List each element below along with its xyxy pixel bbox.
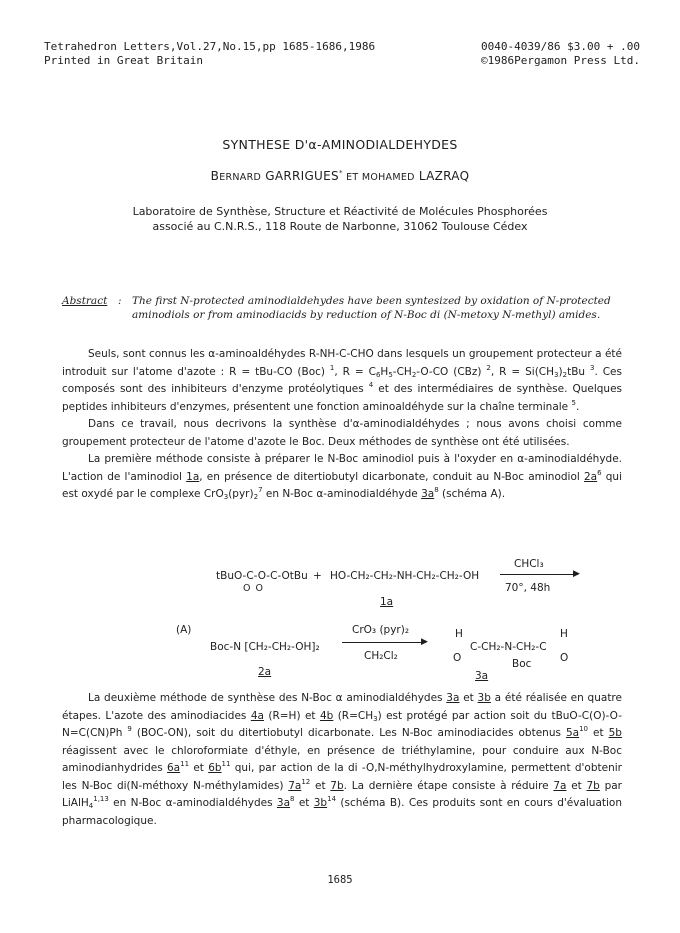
scheme-label-2a: 2a [258, 666, 272, 678]
abstract-text: The first N-protected aminodialdehydes have been syntesized by oxidation of N-protected aminodiols or from aminodiacids by reduction of N-Boc di (N-metoxy N-methyl) amides. [132, 295, 611, 321]
publisher-copyright: ©1986Pergamon Press Ltd. [481, 54, 640, 67]
scheme-label-1a: 1a [380, 596, 394, 608]
paragraph-2: Dans ce travail, nous decrivons la synthèse d'α-aminodialdéhydes ; nous avons choisi comme groupement protecteur de l'atome d'azote le Boc. Deux méthodes de synthèse ont été utilisées. [62, 418, 622, 448]
issn-price: 0040-4039/86 $3.00 + .00 [481, 40, 640, 53]
scheme-oxidant: CrO₃ (pyr)₂ [352, 624, 410, 636]
paragraph-3: La première méthode consiste à préparer le N-Boc aminodiol puis à l'oxyder en α-aminodialdéhyde. L'action de l'aminodiol 1a, en présence de ditertiobutyl dicarbonate, conduit au N-Boc aminodiol $2a^6$ qui est oxydé par le complexe $CrO_3(pyr)_2^7$ en N-Boc α-aminodialdéhyde $3a^8$ (schéma A). [62, 453, 623, 501]
scheme-arrow-1 [500, 574, 578, 575]
scheme-arrowhead-2: ▶ [421, 637, 428, 647]
scheme-a: tBuO-C-O-C-OtBu O O + HO-CH₂-CH₂-NH-CH₂-CH₂-OH CHCl₃ ▶ 70°, 48h 1a (A) Boc-N [CH₂-CH₂-OH]₂ 2a CrO₃ (pyr)₂ ▶ CH₂Cl₂ H O C-CH₂-N-CH₂-C H O Boc 3a [176, 558, 580, 682]
scheme-solvent: CHCl₃ [514, 558, 544, 570]
affiliation [0, 204, 680, 234]
scheme-arrow-2 [342, 642, 426, 643]
body-top [62, 346, 622, 504]
paper-title: SYNTHESE D'α-AMINODIALDEHYDES [222, 137, 458, 152]
scheme-conditions: 70°, 48h [505, 582, 551, 594]
scheme-dialdehyde: C-CH₂-N-CH₂-C [470, 641, 547, 653]
scheme-label-3a: 3a [475, 670, 489, 682]
authors: BERNARD GARRIGUES* ET MOHAMED LAZRAQ [210, 169, 470, 183]
scheme-oxidation-solvent: CH₂Cl₂ [364, 650, 398, 662]
paragraph-1: Seuls, sont connus les α-aminoaldéhydes R-NH-C-CHO dans lesquels un groupement protecteur a été introduit sur l'atome d'azote : R = tBu-CO (Boc) $^1$, $R = C_6H_5-CH_2-O-CO$ (CBz) $^2$, $R = Si(CH_3)_2tBu$ $^3$. Ces composés sont des inhibiteurs d'enzyme protéolytiques $^4$ et des intermédiaires de synthèse. Quelques peptides inhibiteurs d'enzymes, présentent une fonction aminoaldéhyde sur la chaîne terminale $^5$. [62, 348, 622, 413]
author-1: BERNARD GARRIGUES* [210, 169, 343, 183]
scheme-plus: + [313, 570, 322, 582]
journal-header [44, 40, 640, 68]
corresponding-author-mark: * [338, 169, 343, 177]
abstract-label: Abstract [62, 295, 108, 307]
paragraph-4: La deuxième méthode de synthèse des N-Boc α aminodialdéhydes 3a et 3b a été réalisée en quatre étapes. L'azote des aminodiacides 4a (R=H) et 4b $(R=CH_3)$ est protégé par action soit du tBuO-C(O)-O-N=C(CN)Ph $^9$ (BOC-ON), soit du ditertiobutyl dicarbonate. Les N-Boc aminodiacides obtenus $5a^{10}$ et 5b réagissent avec le chloroformiate d'éthyle, en présence de triéthylamine, pour conduire aux N-Boc aminodianhydrides $6a^{11}$ et $6b^{11}$ qui, par action de la di -O,N-méthylhydroxylamine, permettent d'obtenir les N-Boc di(N-méthoxy N-méthylamides) $7a^{12}$ et 7b. La dernière étape consiste à réduire 7a et 7b par LiAlH$_4^{1,13}$ en N-Boc α-aminodialdéhydes $3a^8$ et $3b^{14}$ (schéma B). Ces produits sont en cours d'évaluation pharmacologique. [62, 692, 622, 827]
page-number: 1685 [327, 874, 353, 886]
affiliation-line-1: Laboratoire de Synthèse, Structure et Réactivité de Molécules Phosphorées [132, 205, 548, 218]
scheme-boc-group: Boc [512, 658, 532, 670]
body-bottom [62, 690, 622, 830]
journal-citation: Tetrahedron Letters,Vol.27,No.15,pp 1685-1686,1986 [44, 40, 376, 53]
affiliation-line-2: associé au C.N.R.S., 118 Route de Narbonne, 31062 Toulouse Cédex [152, 220, 528, 233]
scheme-boc-aminodiol: Boc-N [CH₂-CH₂-OH]₂ [210, 641, 320, 653]
abstract: Abstract : The first N-protected aminodialdehydes have been syntesized by oxidation of N-protected aminodiols or from aminodiacids by reduction of N-Boc di (N-metoxy N-methyl) amides. [62, 294, 622, 322]
author-2: MOHAMED LAZRAQ [361, 169, 470, 183]
scheme-reagent-boc2o: tBuO-C-O-C-OtBu [216, 570, 308, 582]
printed-location: Printed in Great Britain [44, 54, 203, 67]
scheme-aminodiol: HO-CH₂-CH₂-NH-CH₂-CH₂-OH [330, 570, 480, 582]
scheme-reagent-carbonyls: O O [243, 583, 264, 594]
scheme-tag-a: (A) [176, 624, 192, 636]
scheme-arrowhead-1: ▶ [573, 569, 580, 579]
